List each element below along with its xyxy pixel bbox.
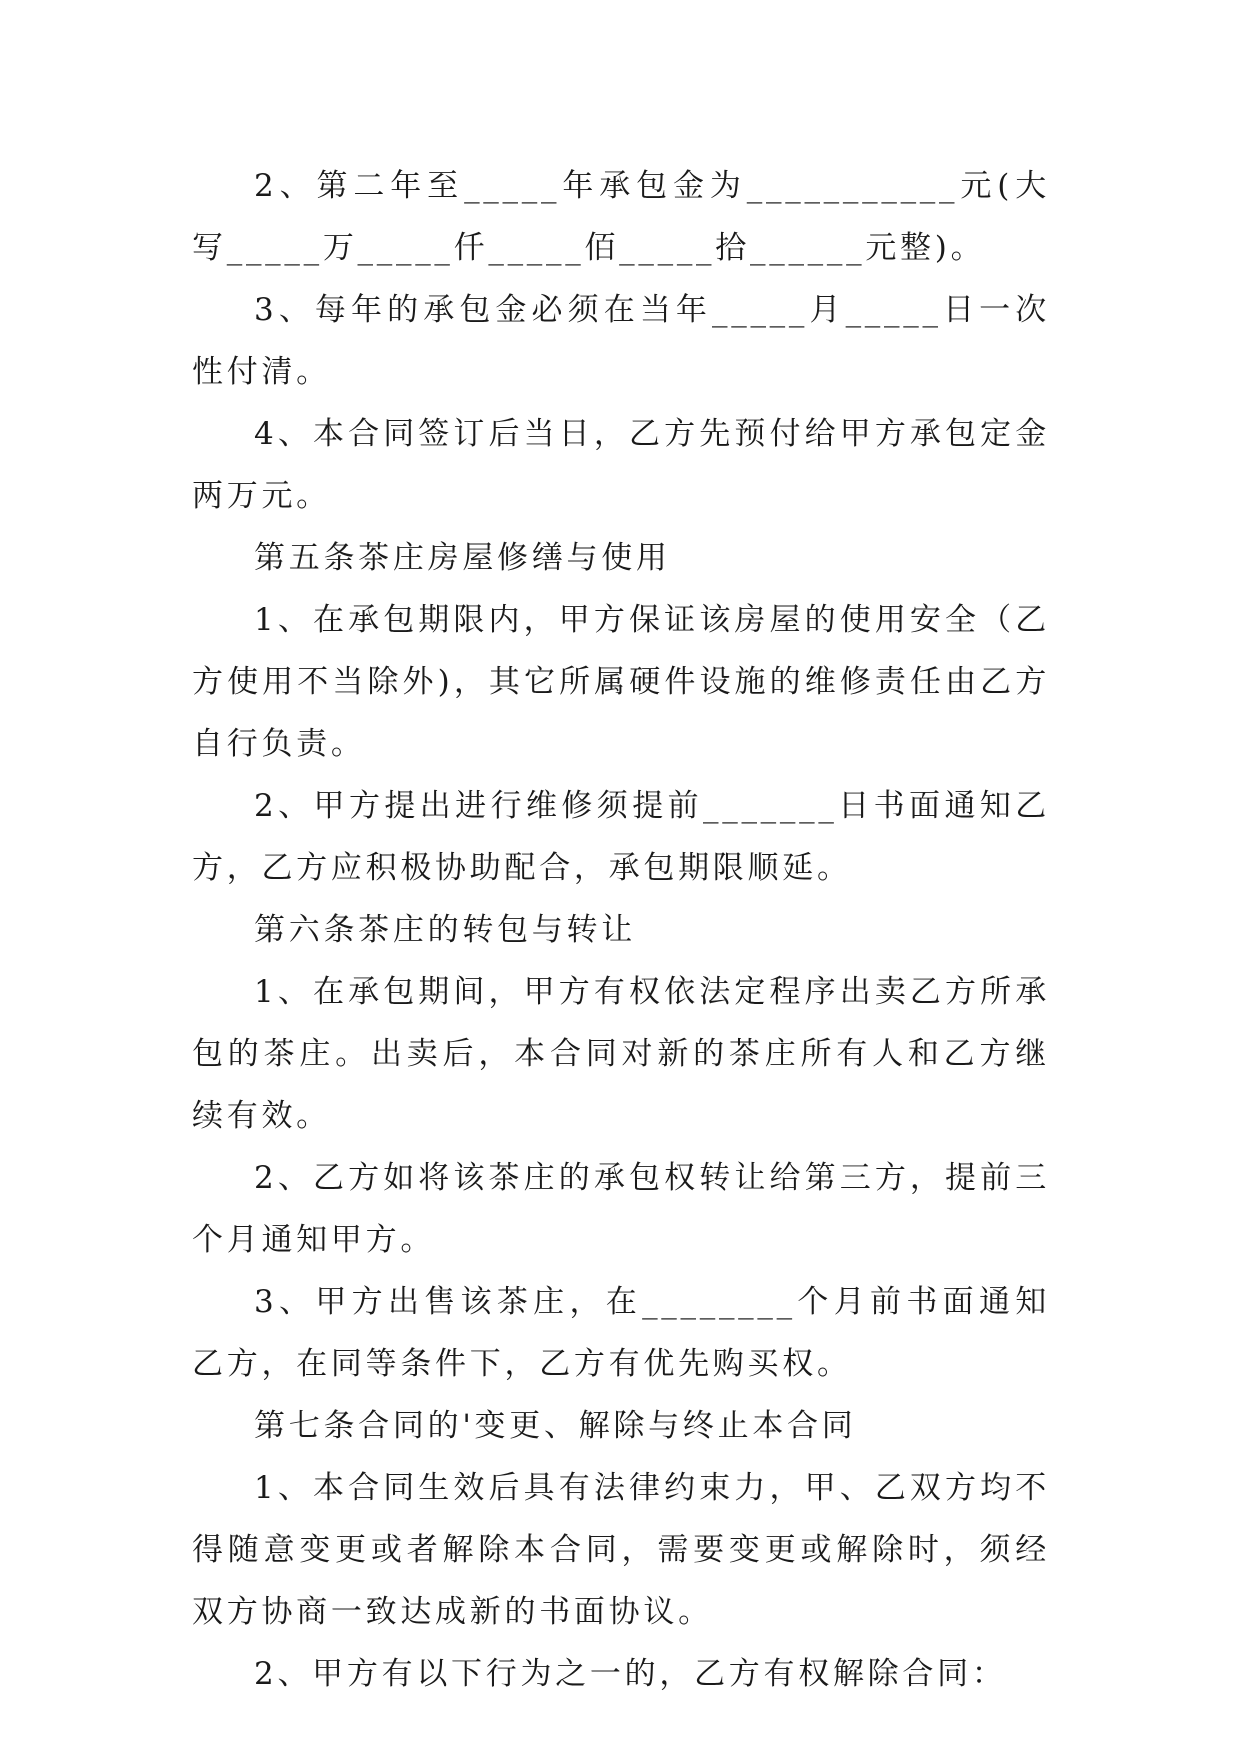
paragraph-repair-notice: 2、甲方提出进行维修须提前_______日书面通知乙方，乙方应积极协助配合，承包期限顺延。 (192, 788, 1050, 886)
paragraph-binding-effect: 1、本合同生效后具有法律约束力，甲、乙双方均不得随意变更或者解除本合同，需要变更或解除时，须经双方协商一致达成新的书面协议。 (192, 1470, 1050, 1630)
paragraph-building-safety: 1、在承包期限内，甲方保证该房屋的使用安全（乙方使用不当除外)，其它所属硬件设施的维修责任由乙方自行负责。 (192, 602, 1050, 762)
paragraph-annual-fee-years-2-plus: 2、第二年至_____年承包金为___________元(大写_____万_____仟_____佰_____拾______元整)。 (192, 168, 1050, 266)
paragraph-deposit: 4、本合同签订后当日，乙方先预付给甲方承包定金两万元。 (192, 416, 1050, 514)
paragraph-transfer-notice: 2、乙方如将该茶庄的承包权转让给第三方，提前三个月通知甲方。 (192, 1160, 1050, 1258)
paragraph-termination-rights: 2、甲方有以下行为之一的，乙方有权解除合同： (254, 1656, 1007, 1692)
paragraph-sale-during-contract: 1、在承包期间，甲方有权依法定程序出卖乙方所承包的茶庄。出卖后，本合同对新的茶庄所有人和乙方继续有效。 (192, 974, 1050, 1134)
document-body (192, 155, 1050, 1705)
section-heading-article-7: 第七条合同的'变更、解除与终止本合同 (254, 1408, 857, 1444)
paragraph-preemptive-right: 3、甲方出售该茶庄，在________个月前书面通知乙方，在同等条件下，乙方有优先购买权。 (192, 1284, 1050, 1382)
paragraph-payment-date: 3、每年的承包金必须在当年_____月_____日一次性付清。 (192, 292, 1050, 390)
section-heading-article-5: 第五条茶庄房屋修缮与使用 (254, 540, 671, 576)
section-heading-article-6: 第六条茶庄的转包与转让 (254, 912, 636, 948)
